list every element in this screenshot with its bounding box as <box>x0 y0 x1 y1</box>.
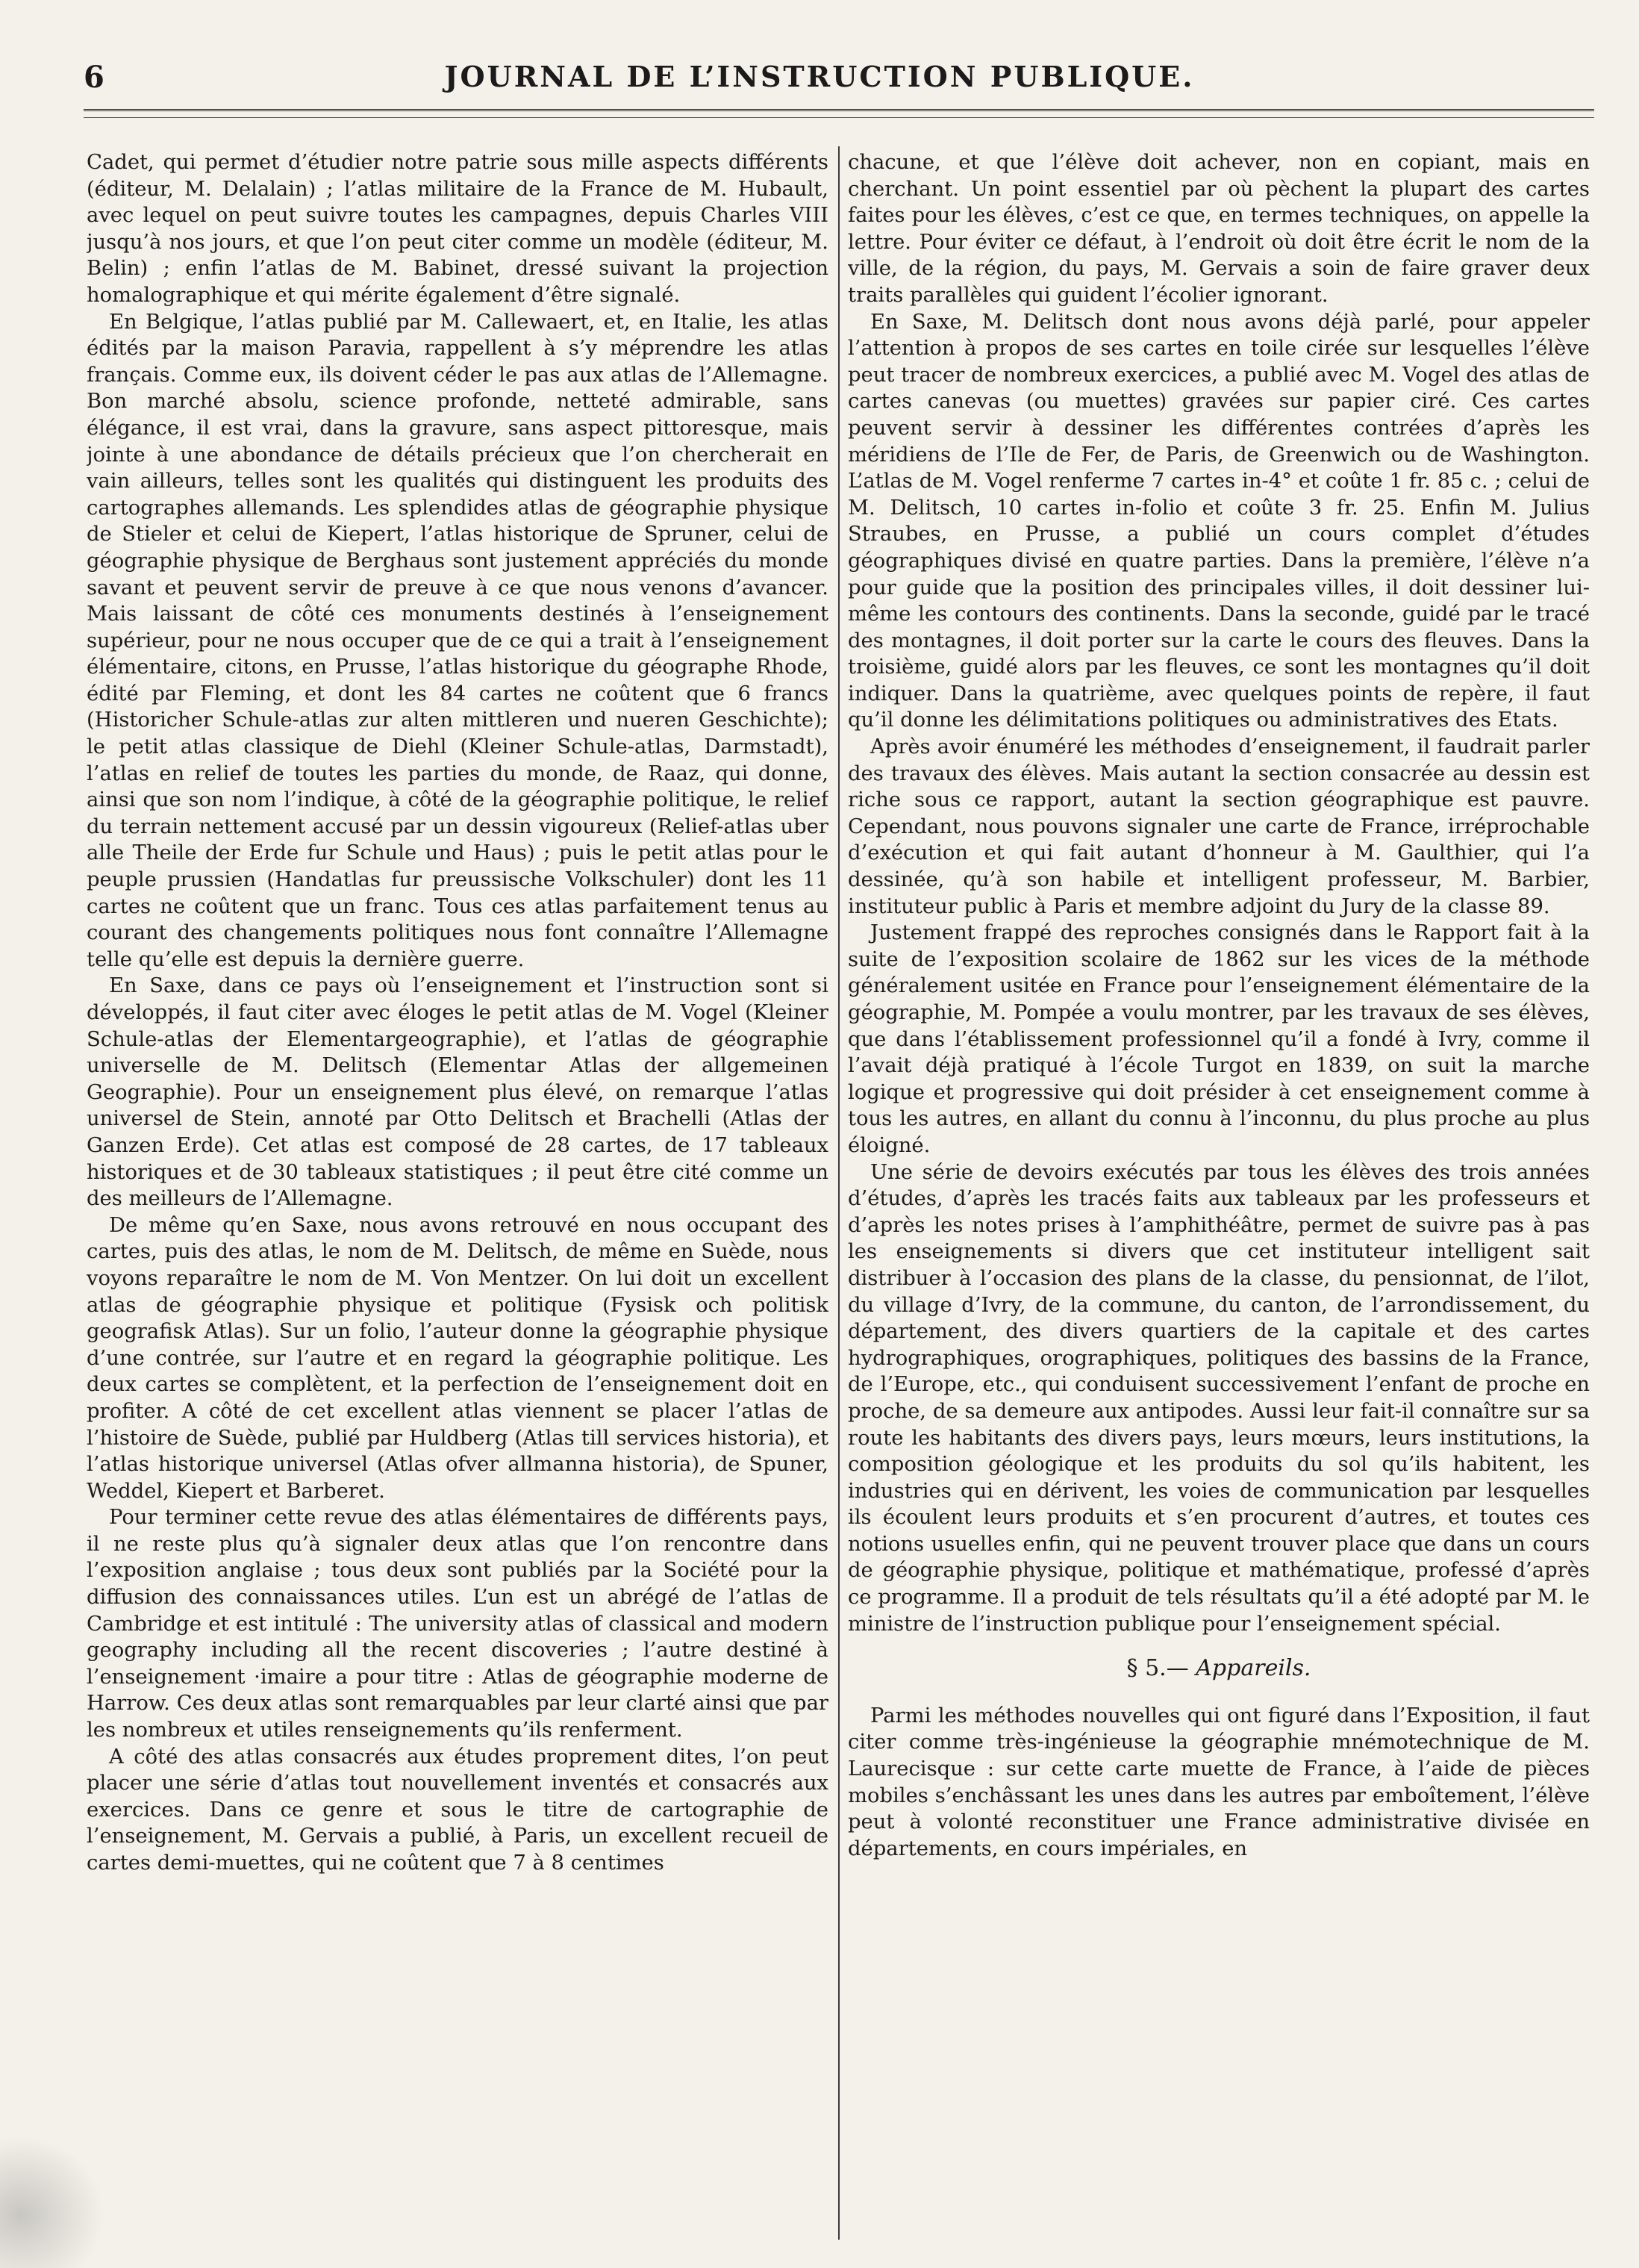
section-heading <box>848 1655 1590 1682</box>
paragraph: A côté des atlas consacrés aux études proprement dites, l’on peut placer une série d’atlas tout nouvellement inventés et consacrés aux exercices. Dans ce genre et sous le titre de cartographie de l’enseignement, M. Gervais a publié, à Paris, un excellent recueil de cartes demi-muettes, qui ne coûtent que 7 à 8 centimes <box>87 1745 828 1875</box>
column-separator <box>838 146 840 2240</box>
paragraph: Une série de devoirs exécutés par tous les élèves des trois années d’études, d’après les tracés faits aux tableaux par les professeurs et d’après les notes prises à l’amphithéâtre, permet de suivre pas à pas les enseignements si divers que cet instituteur intelligent sait distribuer à l’occasion des plans de la classe, du pensionnat, de l’ilot, du village d’Ivry, de la commune, du canton, de l’arrondissement, du département, des divers quartiers de la capitale et des cartes hydrographiques, orographiques, politiques des bassins de la France, de l’Europe, etc., qui conduisent successivement l’enfant de proche en proche, de sa demeure aux antipodes. Aussi leur fait-il connaître sur sa route les habitants des divers pays, leurs mœurs, leurs institutions, la composition géologique et les produits du sol qu’ils habitent, les industries qui en dérivent, les voies de communication par lesquelles ils écoulent leurs produits et s’en procurent d’autres, et toutes ces notions usuelles enfin, qui ne peuvent trouver place que dans un cours de géographie physique, politique et mathématique, professé d’après ce programme. Il a produit de tels résultats qu’il a été adopté par M. le ministre de l’instruction publique pour l’enseignement spécial. <box>848 1160 1590 1636</box>
paragraph: En Saxe, M. Delitsch dont nous avons déjà parlé, pour appeler l’attention à propos de ses cartes en toile cirée sur lesquelles l’élève peut tracer de nombreux exercices, a publié avec M. Vogel des atlas de cartes canevas (ou muettes) gravées sur papier ciré. Ces cartes peuvent servir à dessiner les différentes contrées d’après les méridiens de l’Ile de Fer, de Paris, de Greenwich ou de Washington. L’atlas de M. Vogel renferme 7 cartes in-4° et coûte 1 fr. 85 c. ; celui de M. Delitsch, 10 cartes in-folio et coûte 3 fr. 25. Enfin M. Julius Straubes, en Prusse, a publié un cours complet d’études géographiques divisé en quatre parties. Dans la première, l’élève n’a pour guide que la position des principales villes, il doit dessiner lui-même les contours des continents. Dans la seconde, guidé par le tracé des montagnes, il doit porter sur la carte le cours des fleuves. Dans la troisième, guidé alors par les fleuves, ce sont les montagnes qu’il doit indiquer. Dans la quatrième, avec quelques points de repère, il faut qu’il donne les délimitations politiques ou administratives des Etats. <box>848 310 1590 732</box>
running-title: JOURNAL DE L’INSTRUCTION PUBLIQUE. <box>444 60 1195 93</box>
paragraph: En Belgique, l’atlas publié par M. Callewaert, et, en Italie, les atlas édités par la maison Paravia, rappellent à s’y méprendre les atlas français. Comme eux, ils doivent céder le pas aux atlas de l’Allemagne. Bon marché absolu, science profonde, netteté admirable, sans élégance, il est vrai, dans la gravure, sans aspect pittoresque, mais jointe à une abondance de détails précieux que l’on chercherait en vain ailleurs, telles sont les qualités qui distinguent les produits des cartographes allemands. Les splendides atlas de géographie physique de Stieler et celui de Kiepert, l’atlas historique de Spruner, celui de géographie physique de Berghaus sont justement appréciés du monde savant et peuvent servir de preuve à ce que nous venons d’avancer. Mais laissant de côté ces monuments destinés à l’enseignement supérieur, pour ne nous occuper que de ce qui a trait à l’enseignement élémentaire, citons, en Prusse, l’atlas historique du géographe Rhode, édité par Fleming, et dont les 84 cartes ne coûtent que 6 francs (Historicher Schule-atlas zur alten mittleren und nueren Geschichte); le petit atlas classique de Diehl (Kleiner Schule-atlas, Darmstadt), l’atlas en relief de toutes les parties du monde, de Raaz, qui donne, ainsi que son nom l’indique, à côté de la géographie politique, le relief du terrain nettement accusé par un dessin vigoureux (Relief-atlas uber alle Theile der Erde fur Schule und Haus) ; puis le petit atlas pour le peuple prussien (Handatlas fur preussische Volkschuler) dont les 11 cartes ne coûtent que un franc. Tous ces atlas parfaitement tenus au courant des changements politiques nous font connaître l’Allemagne telle qu’elle est depuis la dernière guerre. <box>87 310 828 971</box>
left-column <box>87 149 828 2247</box>
paragraph: Cadet, qui permet d’étudier notre patrie sous mille aspects différents (éditeur, M. Delalain) ; l’atlas militaire de la France de M. Hubault, avec lequel on peut suivre toutes les campagnes, depuis Charles VIII jusqu’à nos jours, et que l’on peut citer comme un modèle (éditeur, M. Belin) ; enfin l’atlas de M. Babinet, dressé suivant la projection homalographique et qui mérite également d’être signalé. <box>87 151 828 307</box>
section-title: Appareils. <box>1196 1655 1311 1682</box>
page-number: 6 <box>84 60 104 95</box>
right-column <box>848 149 1590 2247</box>
header-rule <box>84 109 1594 118</box>
paragraph: Justement frappé des reproches consignés dans le Rapport fait à la suite de l’exposition scolaire de 1862 sur les vices de la méthode généralement usitée en France pour l’enseignement élémentaire de la géographie, M. Pompée a voulu montrer, par les travaux de ses élèves, que dans l’établissement professionnel qu’il a fondé à Ivry, comme il l’avait déjà pratiqué à l’école Turgot en 1839, on suit la marche logique et progressive qui doit présider à cet enseignement comme à tous les autres, en allant du connu à l’inconnu, du plus proche au plus éloigné. <box>848 921 1590 1157</box>
paragraph: De même qu’en Saxe, nous avons retrouvé en nous occupant des cartes, puis des atlas, le nom de M. Delitsch, de même en Suède, nous voyons reparaître le nom de M. Von Mentzer. On lui doit un excellent atlas de géographie physique et politique (Fysisk och politisk geografisk Atlas). Sur un folio, l’auteur donne la géographie physique d’une contrée, sur l’autre et en regard la géographie politique. Les deux cartes se complètent, et la perfection de l’enseignement doit en profiter. A côté de cet excellent atlas viennent se placer l’atlas de l’histoire de Suède, publié par Huldberg (Atlas till services historia), et l’atlas historique universel (Atlas ofver allmanna historia), de Spuner, Weddel, Kiepert et Barberet. <box>87 1213 828 1503</box>
paragraph: En Saxe, dans ce pays où l’enseignement et l’instruction sont si développés, il faut citer avec éloges le petit atlas de M. Vogel (Kleiner Schule-atlas der Elementargeographie), et l’atlas de géographie universelle de M. Delitsch (Elementar Atlas der allgemeinen Geographie). Pour un enseignement plus élevé, on remarque l’atlas universel de Stein, annoté par Otto Delitsch et Brachelli (Atlas der Ganzen Erde). Cet atlas est composé de 28 cartes, de 17 tableaux historiques et de 30 tableaux statistiques ; il peut être cité comme un des meilleurs de l’Allemagne. <box>87 974 828 1211</box>
paragraph: chacune, et que l’élève doit achever, non en copiant, mais en cherchant. Un point essentiel par où pèchent la plupart des cartes faites pour les élèves, c’est ce que, en termes techniques, on appelle la lettre. Pour éviter ce défaut, à l’endroit où doit être écrit le nom de la ville, de la région, du pays, M. Gervais a soin de faire graver deux traits parallèles qui guident l’écolier ignorant. <box>848 151 1590 307</box>
paragraph: Parmi les méthodes nouvelles qui ont figuré dans l’Exposition, il faut citer comme très-ingénieuse la géographie mnémotechnique de M. Laurecisque : sur cette carte muette de France, à l’aide de pièces mobiles s’enchâssant les unes dans les autres par emboîtement, l’élève peut à volonté reconstituer une France administrative divisée en départements, en cours impériales, en <box>848 1704 1590 1860</box>
paragraph: Pour terminer cette revue des atlas élémentaires de différents pays, il ne reste plus qu’à signaler deux atlas que l’on rencontre dans l’exposition anglaise ; tous deux sont publiés par la Société pour la diffusion des connaissances utiles. L’un est un abrégé de l’atlas de Cambridge et est intitulé : The university atlas of classical and modern geography including all the recent discoveries ; l’autre destiné à l’enseignement ·imaire a pour titre : Atlas de géographie moderne de Harrow. Ces deux atlas sont remarquables par leur clarté ainsi que par les nombreux et utiles renseignements qu’ils renferment. <box>87 1506 828 1742</box>
section-number: § 5.— <box>1126 1655 1189 1682</box>
paragraph: Après avoir énuméré les méthodes d’enseignement, il faudrait parler des travaux des élèves. Mais autant la section consacrée au dessin est riche sous ce rapport, autant la section géographique est pauvre. Cependant, nous pouvons signaler une carte de France, irréprochable d’exécution et qui fait autant d’honneur à M. Gaulthier, qui l’a dessinée, qu’à son habile et intelligent professeur, M. Barbier, instituteur public à Paris et membre adjoint du Jury de la classe 89. <box>848 735 1590 918</box>
paper-stain <box>0 2135 104 2268</box>
